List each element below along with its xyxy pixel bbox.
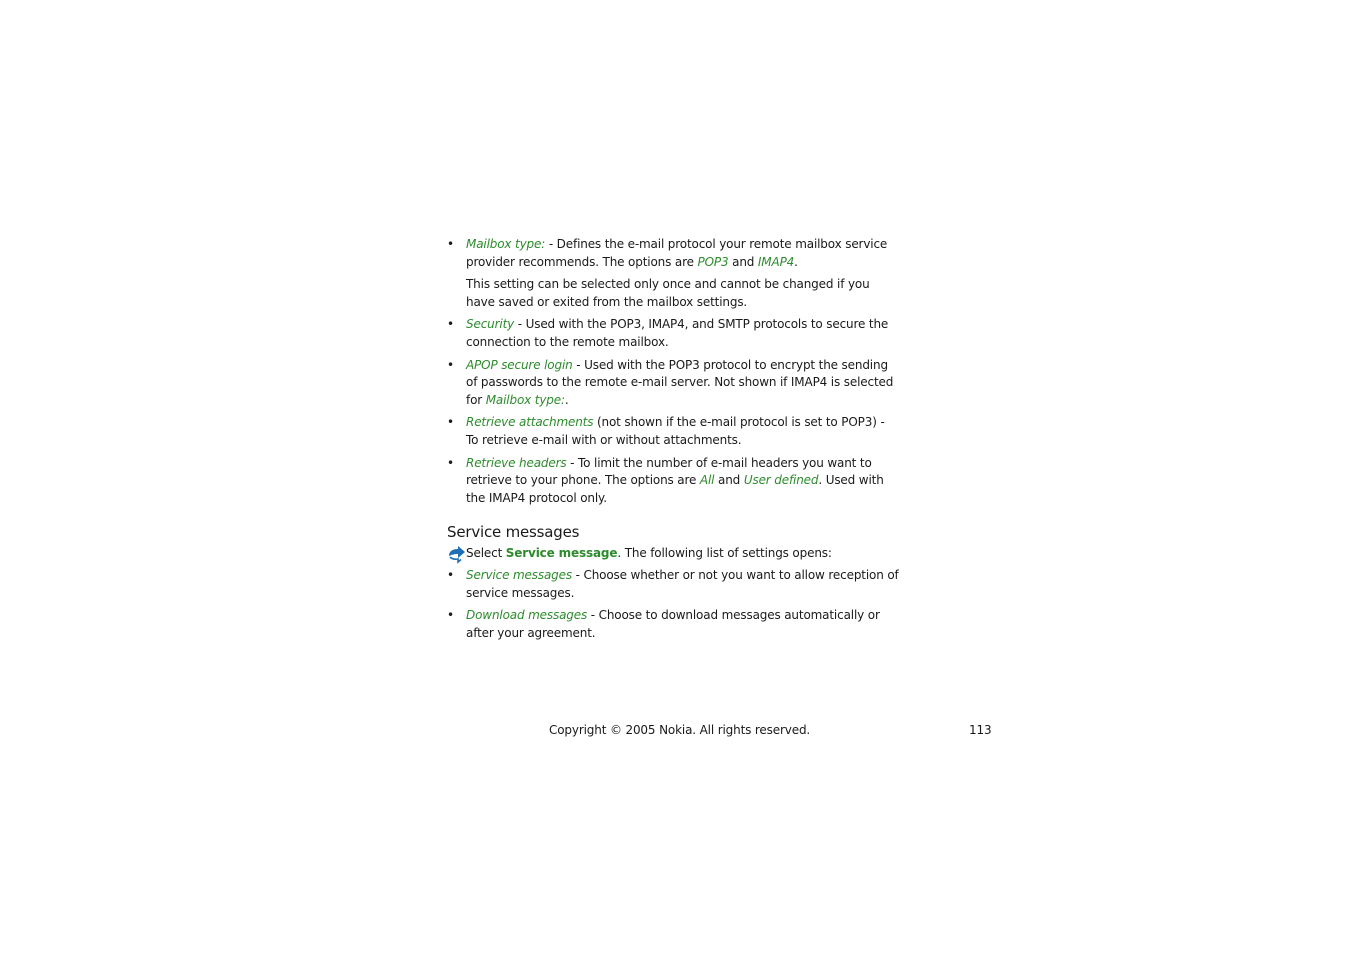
service-settings-list xyxy=(447,567,899,642)
item-text: - Used with the POP3, IMAP4, and SMTP protocols to secure the connection to the remote mailbox. xyxy=(466,317,889,349)
term-mailbox-type-ref: Mailbox type: xyxy=(485,392,565,407)
item-text: - Defines the e-mail protocol your remote mailbox service provider recommends. The options are xyxy=(466,237,888,269)
list-item-mailbox-type xyxy=(447,236,899,311)
bullet: • xyxy=(447,608,454,623)
item-text: - Choose to download messages automatically or after your agreement. xyxy=(466,608,880,640)
instruction xyxy=(447,545,899,563)
list-item-security xyxy=(447,316,899,351)
item-text: - Used with the POP3 protocol to encrypt the sending of passwords to the remote e-mail server. Not shown if IMAP4 is selected for xyxy=(466,357,894,407)
term-apop-secure-login: APOP secure login xyxy=(466,357,573,372)
item-text: - To limit the number of e-mail headers you want to retrieve to your phone. The options are xyxy=(466,455,872,488)
bullet: • xyxy=(447,455,454,470)
item-text: . xyxy=(564,392,569,407)
instruction-text: Select xyxy=(466,546,506,561)
menu-arrow-icon xyxy=(447,544,467,564)
option-all: All xyxy=(699,473,715,488)
item-note: This setting can be selected only once and cannot be changed if you have saved or exited from the mailbox settings. xyxy=(466,277,870,309)
list-item-apop xyxy=(447,357,899,410)
option-user-defined: User defined xyxy=(743,473,819,488)
list-item-retrieve-headers xyxy=(447,455,899,508)
option-pop3: POP3 xyxy=(697,254,729,269)
term-download-messages: Download messages xyxy=(466,608,588,623)
bullet: • xyxy=(447,567,454,582)
page-content xyxy=(447,236,899,647)
item-text: . Used with the IMAP4 protocol only. xyxy=(466,473,884,505)
item-text: . xyxy=(794,254,798,269)
settings-list xyxy=(447,236,899,507)
bullet: • xyxy=(447,317,454,332)
copyright-notice: Copyright © 2005 Nokia. All rights reserved. xyxy=(549,723,811,737)
bullet: • xyxy=(447,237,454,251)
item-text: and xyxy=(714,473,744,488)
term-security: Security xyxy=(466,317,515,332)
option-imap4: IMAP4 xyxy=(757,254,795,269)
bullet: • xyxy=(447,415,454,430)
page-number: 113 xyxy=(969,723,992,737)
menu-service-message: Service message xyxy=(505,546,618,561)
section-title: Service messages xyxy=(447,523,580,542)
list-item-download-messages xyxy=(447,607,899,642)
term-retrieve-headers: Retrieve headers xyxy=(466,455,567,470)
bullet: • xyxy=(447,357,454,372)
instruction-text: . The following list of settings opens: xyxy=(617,546,832,561)
list-item-service-messages xyxy=(447,567,899,602)
item-text: - Choose whether or not you want to allow reception of service messages. xyxy=(466,567,899,600)
item-text: and xyxy=(728,254,758,269)
term-retrieve-attachments: Retrieve attachments xyxy=(466,415,594,430)
term-service-messages: Service messages xyxy=(466,567,572,582)
term-mailbox-type: Mailbox type: xyxy=(466,237,546,251)
list-item-retrieve-attachments xyxy=(447,414,899,449)
item-text: (not shown if the e-mail protocol is set to POP3) - To retrieve e-mail with or without attachments. xyxy=(466,415,885,447)
